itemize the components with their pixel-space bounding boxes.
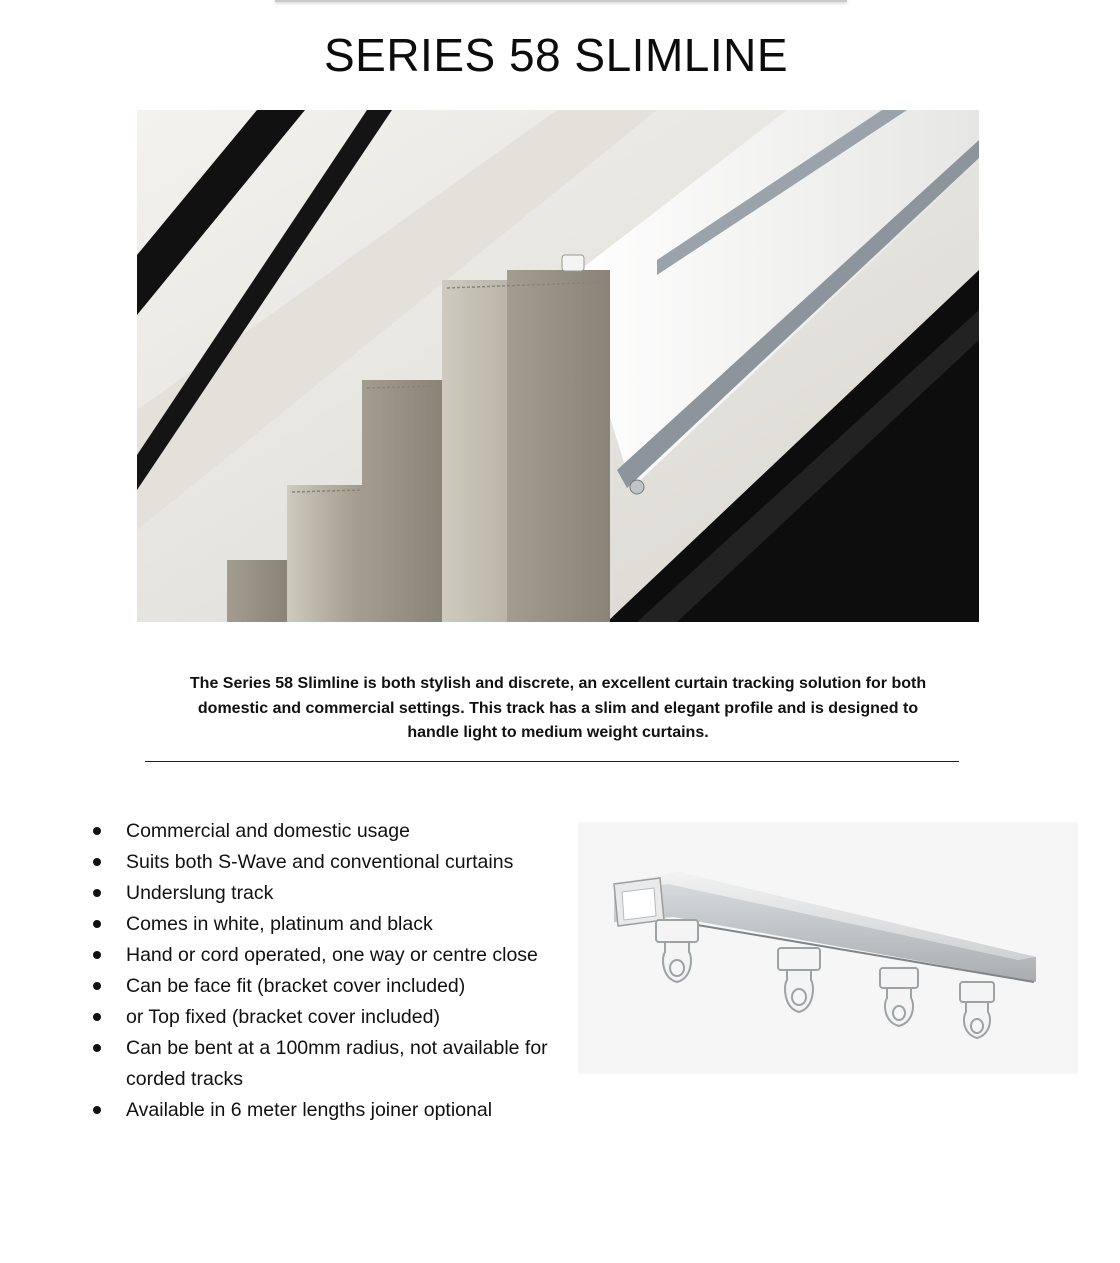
product-image [578,822,1078,1074]
list-item [88,816,558,847]
top-page-edge [275,0,847,2]
bullet-icon [93,982,101,990]
curtain-track-photo-icon [137,110,979,622]
bullet-icon [93,889,101,897]
page-title: SERIES 58 SLIMLINE [323,29,789,81]
bullet-icon [93,951,101,959]
list-item [88,1033,558,1094]
hero-photo [137,110,979,622]
list-item [88,878,558,909]
list-item [88,940,558,971]
feature-text: Hand or cord operated, one way or centre close [126,944,538,966]
list-item [88,847,558,878]
feature-text: Can be bent at a 100mm radius, not available for corded tracks [126,1037,548,1090]
feature-text: Can be face fit (bracket cover included) [126,975,466,997]
product-description: The Series 58 Slimline is both stylish and discrete, an excellent curtain tracking solution for both domestic and commercial settings. This track has a slim and elegant profile and is designed to handle light to medium weight curtains. [189,675,927,741]
bullet-icon [93,1106,101,1114]
list-item [88,971,558,1002]
bullet-icon [93,1044,101,1052]
feature-text: or Top fixed (bracket cover included) [126,1006,440,1028]
feature-text: Suits both S-Wave and conventional curtains [126,851,514,873]
section-divider [145,761,959,762]
list-item [88,1002,558,1033]
bullet-icon [93,1013,101,1021]
feature-text: Commercial and domestic usage [126,820,410,842]
bullet-icon [93,827,101,835]
bullet-icon [93,858,101,866]
list-item [88,1095,558,1126]
list-item [88,909,558,940]
slimline-track-with-gliders-icon [578,822,1078,1074]
feature-list [88,816,558,1126]
feature-text: Comes in white, platinum and black [126,913,433,935]
feature-text: Available in 6 meter lengths joiner optional [126,1098,493,1121]
feature-text: Underslung track [126,882,274,904]
bullet-icon [93,920,101,928]
